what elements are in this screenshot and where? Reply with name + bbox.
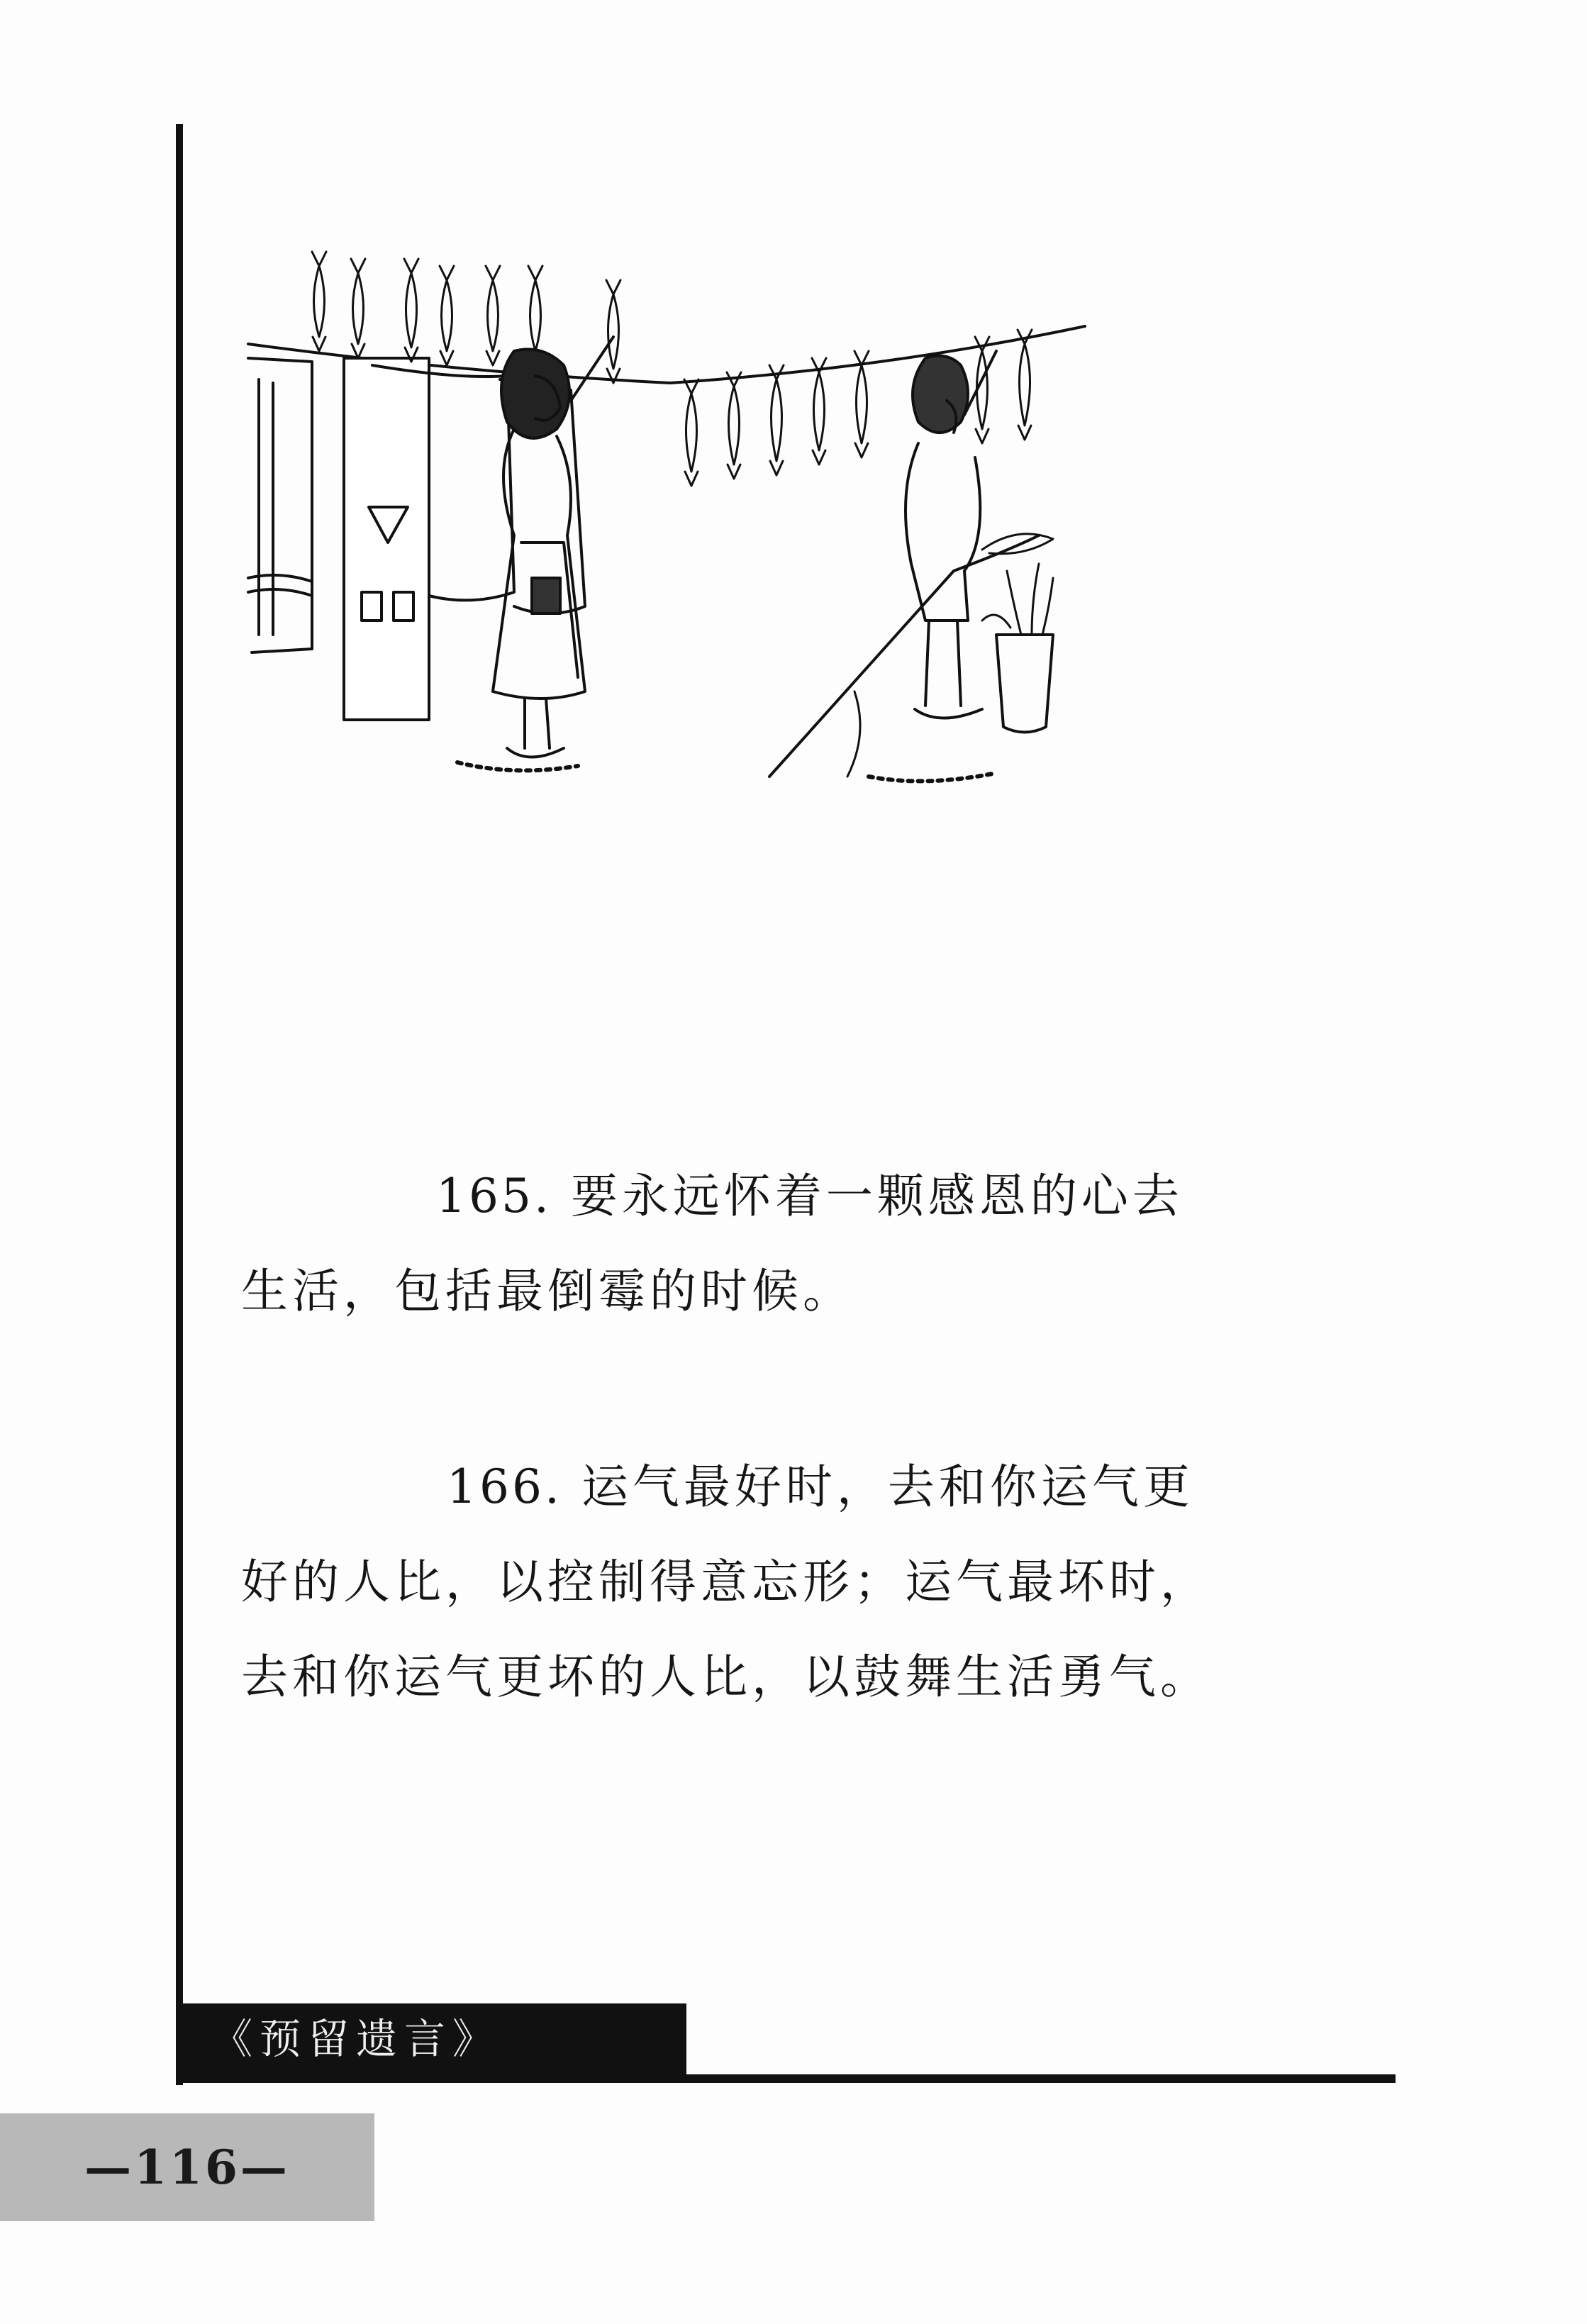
left-margin-rule: [176, 124, 183, 2085]
footer-rule: [176, 2074, 1396, 2083]
book-title-label: 《预留遗言》: [176, 2003, 686, 2074]
page-number: —116—: [0, 2113, 374, 2221]
paragraph-number: 165.: [436, 1169, 552, 1223]
paragraph-165: [241, 1149, 1213, 1339]
paragraph-number: 166.: [447, 1460, 562, 1514]
paragraph-text: 要永远怀着一颗感恩的心去生活，包括最倒霉的时候。: [241, 1169, 1184, 1318]
fish-drying-illustration: [245, 238, 1152, 925]
paragraph-text: 运气最好时，去和你运气更好的人比，以控制得意忘形；运气最坏时，去和你运气更坏的人比，以鼓舞生活勇气。: [241, 1460, 1211, 1704]
paragraph-166: [241, 1440, 1213, 1725]
footer-band: [176, 2003, 1396, 2085]
